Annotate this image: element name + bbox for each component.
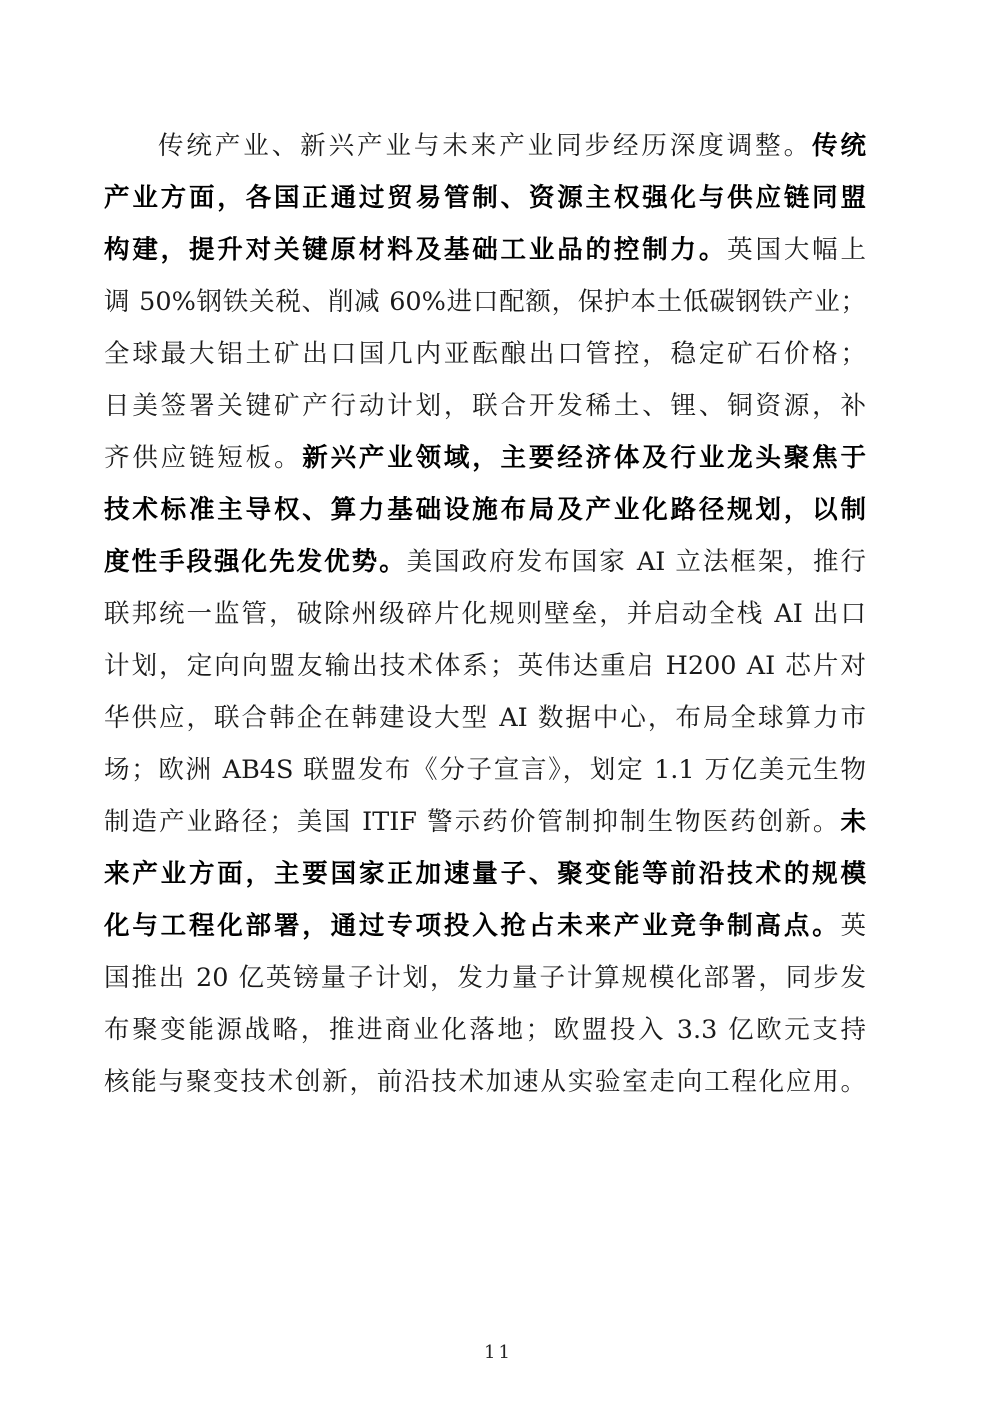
text-line — [104, 438, 866, 478]
text-line — [104, 802, 866, 842]
text-run-bold: 未 — [840, 807, 866, 837]
text-run: 美国政府发布国家 AI 立法框架，推行 — [406, 547, 866, 577]
text-line — [104, 230, 866, 270]
text-line — [104, 178, 866, 218]
text-run-bold: 新兴产业领域，主要经济体及行业龙头聚焦于 — [302, 443, 866, 473]
page-number: 11 — [484, 1342, 513, 1363]
text-run: 调 50%钢铁关税、削减 60%进口配额，保护本土低碳钢铁产业； — [104, 287, 866, 317]
text-line — [104, 750, 866, 790]
text-run: 齐供应链短板。 — [104, 443, 303, 473]
text-run-bold: 技术标准主导权、算力基础设施布局及产业化路径规划，以制 — [104, 495, 866, 525]
text-line — [104, 334, 866, 374]
text-line — [104, 646, 866, 686]
text-line — [104, 1062, 866, 1102]
text-run: 华供应，联合韩企在韩建设大型 AI 数据中心，布局全球算力市 — [104, 703, 866, 733]
text-run: 传统产业、新兴产业与未来产业同步经历深度调整。 — [158, 131, 813, 161]
text-run: 全球最大铝土矿出口国几内亚酝酿出口管控，稳定矿石价格； — [104, 339, 866, 369]
text-run: 场；欧洲 AB4S 联盟发布《分子宣言》，划定 1.1 万亿美元生物 — [104, 755, 866, 785]
text-line — [104, 958, 866, 998]
text-line — [104, 490, 866, 530]
text-run: 布聚变能源战略，推进商业化落地；欧盟投入 3.3 亿欧元支持 — [104, 1015, 866, 1045]
text-line — [104, 542, 866, 582]
text-run-bold: 构建，提升对关键原材料及基础工业品的控制力。 — [104, 235, 728, 265]
text-run: 核能与聚变技术创新，前沿技术加速从实验室走向工程化应用。 — [104, 1067, 866, 1097]
text-line — [104, 906, 866, 946]
text-line — [104, 1010, 866, 1050]
text-line — [104, 282, 866, 322]
text-run-bold: 产业方面，各国正通过贸易管制、资源主权强化与供应链同盟 — [104, 183, 866, 213]
text-run: 联邦统一监管，破除州级碎片化规则壁垒，并启动全栈 AI 出口 — [104, 599, 866, 629]
text-line — [104, 854, 866, 894]
text-run: 国推出 20 亿英镑量子计划，发力量子计算规模化部署，同步发 — [104, 963, 866, 993]
text-run-bold: 传统 — [812, 131, 866, 161]
text-line — [104, 594, 866, 634]
text-run-bold: 来产业方面，主要国家正加速量子、聚变能等前沿技术的规模 — [104, 859, 866, 889]
text-run: 日美签署关键矿产行动计划，联合开发稀土、锂、铜资源，补 — [104, 391, 866, 421]
text-line — [158, 126, 866, 166]
text-run: 英国大幅上 — [727, 235, 866, 265]
text-run: 制造产业路径；美国 ITIF 警示药价管制抑制生物医药创新。 — [104, 807, 841, 837]
text-run-bold: 度性手段强化先发优势。 — [104, 547, 407, 577]
text-run-bold: 化与工程化部署，通过专项投入抢占未来产业竞争制高点。 — [104, 911, 841, 941]
text-line — [104, 386, 866, 426]
text-run: 英 — [840, 911, 866, 941]
text-line — [104, 698, 866, 738]
text-run: 计划，定向向盟友输出技术体系；英伟达重启 H200 AI 芯片对 — [104, 651, 866, 681]
